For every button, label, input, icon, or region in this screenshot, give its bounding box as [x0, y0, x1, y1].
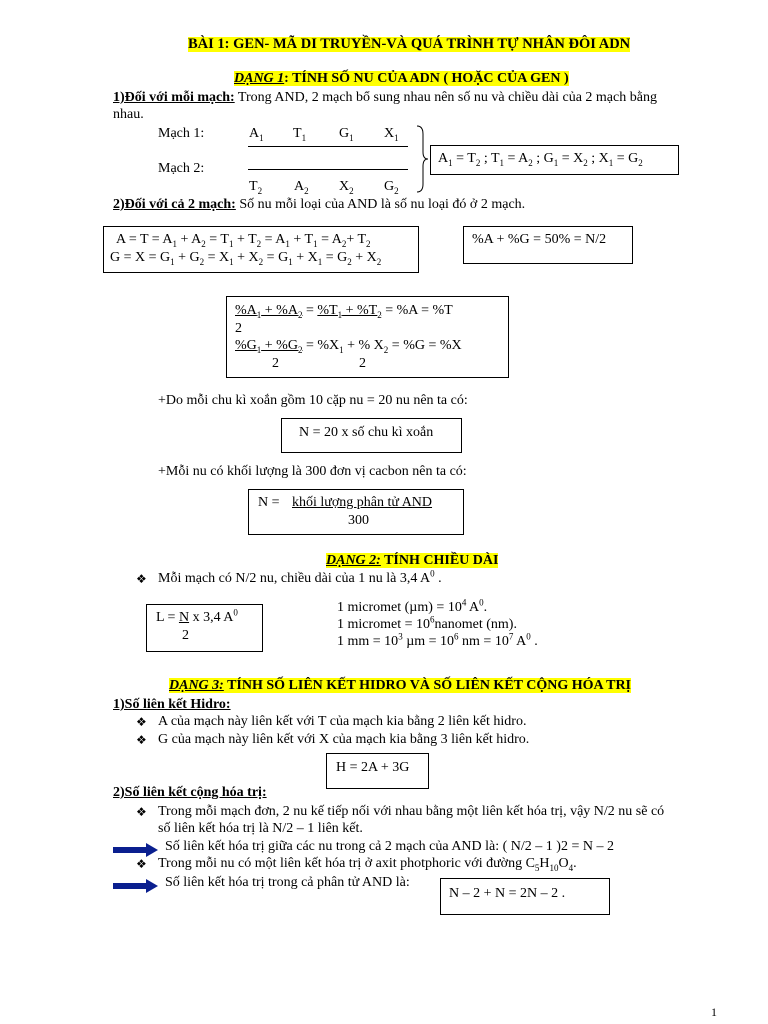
eq-pct-G-denom2: 2	[359, 356, 366, 371]
dang1-p1-text: Trong AND, 2 mạch bổ sung nhau nên số nu và chiều dài của 2 mạch bằng	[234, 90, 657, 105]
mach1-label: Mạch 1:	[158, 126, 205, 141]
chu-ki-formula: N = 20 x số chu kì xoắn	[299, 425, 434, 440]
dang3-s1-label: 1)Số liên kết Hidro:	[113, 697, 231, 712]
dang1-p1	[113, 91, 657, 105]
mass-formula-num: khối lượng phân tử AND	[292, 495, 433, 510]
dang1-p1-label: 1)Đối với mỗi mạch:	[113, 90, 235, 105]
chu-ki-note: +Do mỗi chu kì xoắn gồm 10 cặp nu = 20 nu nên ta có:	[158, 393, 468, 408]
eq-percent: %A + %G = 50% = N/2	[472, 232, 607, 247]
mach1-base-X: $X_1$	[384, 126, 399, 143]
dang1-p1-cont: nhau.	[113, 107, 144, 122]
mach1-base-T: $T_1$	[293, 126, 307, 143]
mach2-base-X: $X_2$	[339, 179, 354, 196]
mach2-base-G: $G_2$	[384, 179, 399, 196]
unit-line-3: 1 mm = $10^3$ $\mu m = 10^6$ nm = $10^7$ $A^0$ .	[337, 631, 538, 649]
L-formula: L = N x 3,4 $A^0$	[156, 607, 238, 625]
dang3-s2-label: 2)Số liên kết cộng hóa trị:	[113, 785, 267, 800]
diamond-bullet-icon: ❖	[136, 733, 147, 747]
dang3-b1: A của mạch này liên kết với T của mạch kia bằng 2 liên kết hidro.	[158, 714, 527, 729]
dang3-b2: G của mạch này liên kết với X của mạch kia bằng 3 liên kết hidro.	[158, 732, 530, 747]
dang1-p2-label: 2)Đối với cả 2 mạch:	[113, 197, 236, 212]
diamond-bullet-icon: ❖	[136, 715, 147, 729]
dang1-p2	[113, 198, 525, 212]
eq-GX: $G = X = G_1 + G_2 = X_1 + X_2 = G_1 + X_1 = G_2 + X_2$	[110, 250, 382, 267]
eq-pct-A-denom: 2	[235, 321, 242, 336]
dang3-b4: Trong mỗi nu có một liên kết hóa trị ở axit photphoric với đường $C_5H_{10}O_4$.	[158, 856, 577, 873]
H-formula: H = 2A + 3G	[336, 760, 410, 775]
dang3-heading: DẠNG 3: TÍNH SỐ LIÊN KẾT HIDRO VÀ SỐ LIÊN KẾT CỘNG HÓA TRỊ	[169, 678, 631, 693]
diamond-bullet-icon: ❖	[136, 572, 147, 586]
page-title: BÀI 1: GEN- MÃ DI TRUYỀN-VÀ QUÁ TRÌNH TỰ NHÂN ĐÔI ADN	[188, 36, 631, 52]
arrow-right-icon	[112, 842, 160, 858]
arrow1-text: Số liên kết hóa trị giữa các nu trong cả 2 mạch của AND là: ( N/2 – 1 )2 = N – 2	[165, 839, 614, 854]
eq-AT: $A = T = A_1 + A_2 = T_1 + T_2 = A_1 + T_1 = A_2+ T_2$	[116, 232, 371, 249]
dang3-b3a: Trong mỗi mạch đơn, 2 nu kế tiếp nối với nhau bằng một liên kết hóa trị, vậy N/2 nu sẽ có	[158, 804, 665, 819]
eq-pct-A: $\%A_1 + \%A_2 = \%T_1 + \%T_2 = \%A = \%T$	[235, 303, 453, 320]
brace-icon	[414, 124, 430, 194]
mach2-line	[248, 169, 408, 170]
final-formula: N – 2 + N = 2N – 2 .	[449, 886, 566, 901]
mach1-base-G: $G_1$	[339, 126, 354, 143]
page-number: 1	[711, 1005, 717, 1019]
arrow-right-icon	[112, 878, 160, 894]
mach2-base-A: $A_2$	[294, 179, 309, 196]
mass-formula-den: 300	[348, 513, 369, 528]
L-formula-den: 2	[182, 628, 189, 643]
arrow2-text: Số liên kết hóa trị trong cả phân tử AND là:	[165, 875, 410, 890]
mach2-label: Mạch 2:	[158, 161, 205, 176]
dang1-heading	[234, 72, 569, 86]
dang2-heading: DẠNG 2: TÍNH CHIỀU DÀI	[326, 553, 499, 568]
dang1-p2-text: Số nu mỗi loại của AND là số nu loại đó ở 2 mạch.	[235, 197, 526, 212]
diamond-bullet-icon: ❖	[136, 857, 147, 871]
eq-pct-G-denom1: 2	[272, 356, 279, 371]
mass-note: +Mỗi nu có khối lượng là 300 đơn vị cacbon nên ta có:	[158, 464, 467, 479]
unit-line-1: 1 micromet $(\mu m) = 10^4$ $A^0$.	[337, 597, 488, 615]
dang3-b3b: số liên kết hóa trị là N/2 – 1 liên kết.	[158, 821, 363, 836]
unit-line-2: 1 micromet = $10^6nanomet$ (nm).	[337, 614, 517, 632]
eq-pct-G: $\%G_1 + \%G_2 = \%X_1$ + % $X_2 = \%G = \%X$	[235, 338, 462, 355]
mach1-base-A: $A_1$	[249, 126, 264, 143]
diamond-bullet-icon: ❖	[136, 805, 147, 819]
dang1-label: DẠNG 1	[234, 71, 285, 86]
dang1-text: : TÍNH SỐ NU CỦA ADN ( HOẶC CỦA GEN )	[284, 71, 569, 86]
mach1-line	[248, 146, 408, 147]
pair-rule: $A_1 = T_2$ ; $T_1 = A_2$ ; $G_1 = X_2$ ; $X_1 = G_2$	[438, 151, 643, 168]
mass-formula-lhs: N =	[258, 495, 280, 510]
dang2-bullet1: Mỗi mạch có N/2 nu, chiều dài của 1 nu là 3,4 $A^0$ .	[158, 568, 442, 586]
mach2-base-T: $T_2$	[249, 179, 263, 196]
